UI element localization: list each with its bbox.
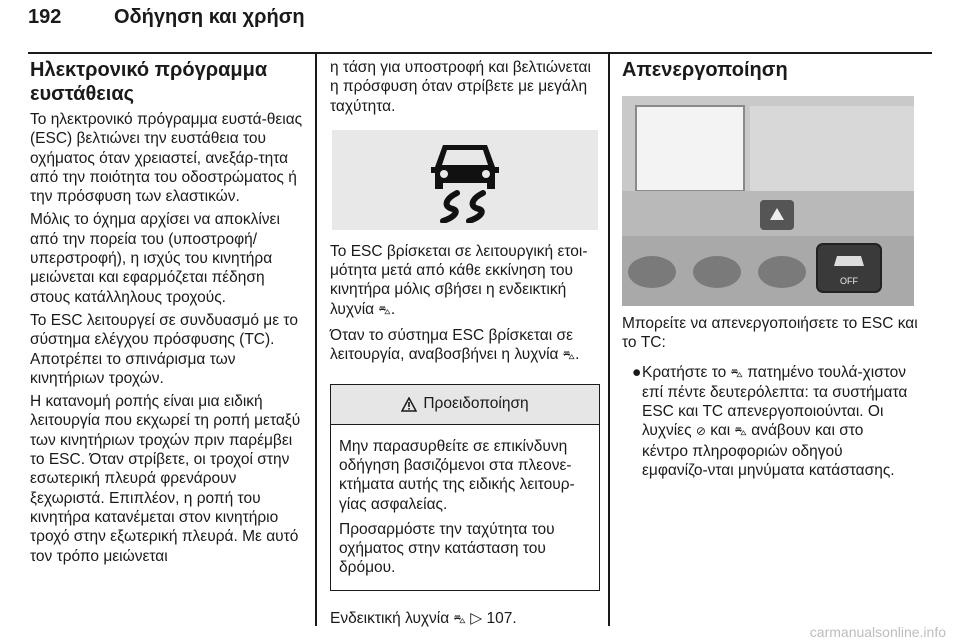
section-title: Οδήγηση και χρήση [114, 6, 305, 28]
warning-triangle-icon [401, 397, 417, 412]
esc-paragraph-4: Η κατανομή ροπής είναι μια ειδική λειτουργία που εκχωρεί τη ροπή μεταξύ των κινητήριων τροχών πριν παρέμβει το ESC. Όταν στρίβετε, οι τροχοί στην εσωτερική πλευρά φρενάρουν ξεχωριστά. Επιπλέον, η ροπή του κινητήρα κατανέμεται στον κινητήριο τροχό στην εξωτερική πλευρά. Με αυτό τον τρόπο μειώνεται [30, 393, 301, 565]
esc-paragraph-2: Μόλις το όχημα αρχίσει να αποκλίνει από την πορεία του (υποστροφή/υπερστροφή), η ισχύς του κινητήρα μειώνεται και εφαρμόζεται πέδηση στους κατάλληλους τροχούς. [30, 211, 280, 306]
warning-paragraph-1: Μην παρασυρθείτε σε επικίνδυνη οδήγηση βασιζόμενοι στα πλεονε-κτήματα αυτής της ειδικής λειτουρ-γίας ασφαλείας. [339, 437, 575, 513]
warning-header [331, 385, 599, 425]
list-item [622, 363, 927, 481]
deactivation-paragraph: Μπορείτε να απενεργοποιήσετε το ESC και το TC: [622, 315, 918, 352]
warning-paragraph-2: Προσαρμόστε την ταχύτητα του οχήματος στην κατάσταση του δρόμου. [339, 520, 555, 577]
esc-indicator-pictogram [332, 130, 598, 230]
header-divider [28, 52, 932, 54]
deactivation-instruction: Κρατήστε το ⛍ πατημένο τουλά-χιστον επί πέντε δευτερόλεπτα: τα συστήματα ESC και TC απενεργοποιούνται. Οι λυχνίες ⊘ και ⛍ ανάβουν και στο κέντρο πληροφοριών οδηγού εμφανίζο-νται μηνύματα κατάστασης. [642, 363, 908, 480]
bullet-icon: ● [632, 363, 642, 381]
esc-heading: Ηλεκτρονικό πρόγραμμα ευστάθειας [30, 59, 268, 105]
column-divider-2 [608, 54, 610, 626]
page-ref-arrow-icon: ▷ [470, 609, 483, 627]
watermark: carmanualsonline.info [809, 624, 946, 640]
skidding-car-icon [425, 137, 505, 223]
indicator-reference: Ενδεικτική λυχνία ⛍ ▷ 107. [330, 609, 517, 627]
esc-lamp-icon: ⛍ [453, 611, 466, 626]
warning-box [330, 384, 600, 591]
esc-operating-paragraph: Όταν το σύστημα ESC βρίσκεται σε λειτουργία, αναβοσβήνει η λυχνία ⛍. [330, 327, 580, 364]
esc-lamp-icon: ⛍ [562, 348, 576, 363]
esc-lamp-icon: ⛍ [378, 302, 391, 317]
esc-off-button-icon: ⛍ [730, 365, 743, 380]
center-console-illustration [622, 96, 914, 306]
page-number: 192 [28, 6, 62, 28]
column-divider-1 [315, 54, 317, 626]
continuation-paragraph: η τάση για υποστροφή και βελτιώνεται η πρόσφυση όταν στρίβετε με μεγάλη ταχύτητα. [330, 59, 591, 115]
page-header [28, 6, 932, 36]
column-1 [30, 58, 305, 566]
column-3 [622, 58, 927, 480]
esc-paragraph-3: Το ESC λειτουργεί σε συνδυασμό με το σύστημα ελέγχου πρόσφυσης (TC). Αποτρέπει το σπινάρισμα των κινητήριων τροχών. [30, 311, 298, 387]
column-2 [330, 58, 600, 629]
esc-ready-paragraph: Το ESC βρίσκεται σε λειτουργική ετοι-μότητα μετά από κάθε εκκίνηση του κινητήρα μόλις σβήσει η ενδεικτική λυχνία ⛍. [330, 242, 588, 318]
off-button-label: OFF [840, 276, 858, 286]
warning-title: Προειδοποίηση [423, 395, 529, 413]
esc-paragraph-1: Το ηλεκτρονικό πρόγραμμα ευστά-θειας (ESC) βελτιώνει την ευστάθεια του οχήματος όταν χρειαστεί, ανεξάρ-τητα από την ποιότητα του οδοστρώματος ή την πρόσφυση των ελαστικών. [30, 111, 303, 206]
dashboard-button-photo [622, 96, 914, 306]
esc-lamp-icon: ⛍ [734, 424, 747, 439]
deactivation-heading: Απενεργοποίηση [622, 59, 788, 81]
esc-off-lamp-icon: ⊘ [695, 424, 706, 439]
